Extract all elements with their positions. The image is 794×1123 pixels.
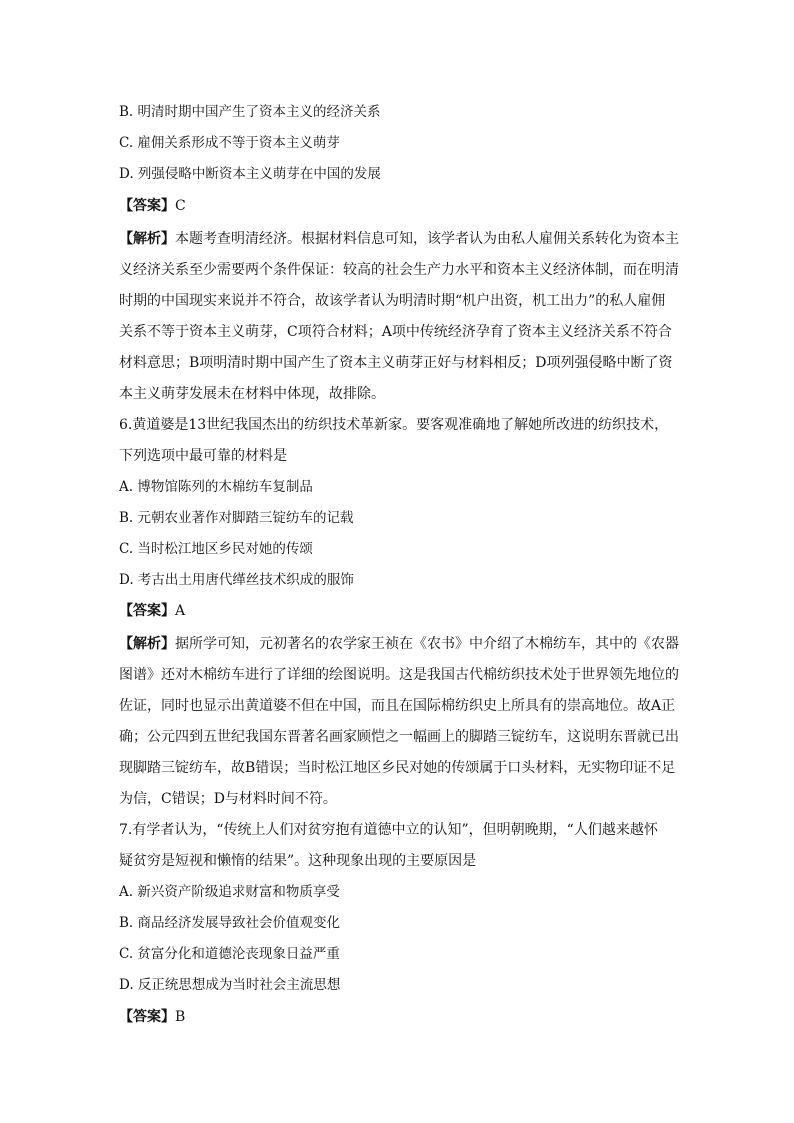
q6-analysis-line: 佐证，同时也显示出黄道婆不但在中国，而且在国际棉纺织史上所具有的崇高地位。故A正	[119, 698, 676, 714]
q7-answer	[119, 1007, 679, 1027]
analysis-label: 【解析】	[119, 231, 175, 247]
q6-answer	[119, 601, 679, 621]
q5-analysis-line: 材料意思；B项明清时期中国产生了资本主义萌芽正好与材料相反；D项列强侵略中断了资	[119, 355, 673, 371]
q7-option-d: D. 反正统思想成为当时社会主流思想	[119, 977, 341, 993]
q5-option-d: D. 列强侵略中断资本主义萌芽在中国的发展	[119, 166, 381, 182]
q6-stem-line: 6.黄道婆是13世纪我国杰出的纺织技术革新家。要客观准确地了解她所改进的纺织技术，	[119, 417, 669, 433]
q6-analysis-line: 为信，C错误；D与材料时间不符。	[119, 791, 337, 807]
q5-option-b: B. 明清时期中国产生了资本主义的经济关系	[119, 104, 381, 120]
q6-option-b: B. 元朝农业著作对脚踏三锭纺车的记载	[119, 510, 354, 526]
q5-analysis-line: 义经济关系至少需要两个条件保证：较高的社会生产力水平和资本主义经济体制，而在明清	[119, 262, 679, 278]
q5-analysis-line: 关系不等于资本主义萌芽，C项符合材料；A项中传统经济孕育了资本主义经济关系不符合	[119, 324, 672, 340]
q6-analysis-line: 【解析】据所学可知，元初著名的农学家王祯在《农书》中介绍了木棉纺车，其中的《农器	[119, 636, 679, 652]
answer-label: 【答案】	[119, 198, 175, 214]
answer-label: 【答案】	[119, 603, 175, 619]
q6-stem-line: 下列选项中最可靠的材料是	[119, 448, 287, 464]
q6-analysis-line: 现脚踏三锭纺车，故B错误；当时松江地区乡民对她的传颂属于口头材料，无实物印证不足	[119, 760, 676, 776]
q7-stem-line: 7.有学者认为，“传统上人们对贫穷抱有道德中立的认知”，但明朝晚期，“人们越来越怀	[119, 822, 658, 838]
q5-analysis-line: 本主义萌芽发展未在材料中体现，故排除。	[119, 386, 385, 402]
q7-option-b: B. 商品经济发展导致社会价值观变化	[119, 915, 341, 931]
q7-option-c: C. 贫富分化和道德沦丧现象日益严重	[119, 946, 340, 962]
q6-analysis-line: 确；公元四到五世纪我国东晋著名画家顾恺之一幅画上的脚踏三锭纺车，这说明东晋就已出	[119, 729, 679, 745]
q5-analysis-line: 时期的中国现实来说并不符合，故该学者认为明清时期“机户出资，机工出力”的私人雇佣	[119, 293, 666, 309]
q6-option-d: D. 考古出土用唐代缂丝技术织成的服饰	[119, 572, 354, 588]
q5-answer	[119, 196, 679, 216]
analysis-label: 【解析】	[119, 636, 175, 652]
q5-analysis-line: 【解析】本题考查明清经济。根据材料信息可知，该学者认为由私人雇佣关系转化为资本主	[119, 231, 679, 247]
answer-value: A	[175, 603, 186, 619]
q7-option-a: A. 新兴资产阶级追求财富和物质享受	[119, 884, 340, 900]
answer-value: B	[175, 1009, 186, 1025]
q5-option-c: C. 雇佣关系形成不等于资本主义萌芽	[119, 135, 340, 151]
q6-analysis-line: 图谱》还对木棉纺车进行了详细的绘图说明。这是我国古代棉纺织技术处于世界领先地位的	[119, 667, 679, 683]
answer-label: 【答案】	[119, 1009, 175, 1025]
q7-stem-line: 疑贫穷是短视和懒惰的结果”。这种现象出现的主要原因是	[119, 853, 477, 869]
answer-value: C	[175, 198, 186, 214]
q6-option-c: C. 当时松江地区乡民对她的传颂	[119, 541, 313, 557]
q6-option-a: A. 博物馆陈列的木棉纺车复制品	[119, 479, 313, 495]
